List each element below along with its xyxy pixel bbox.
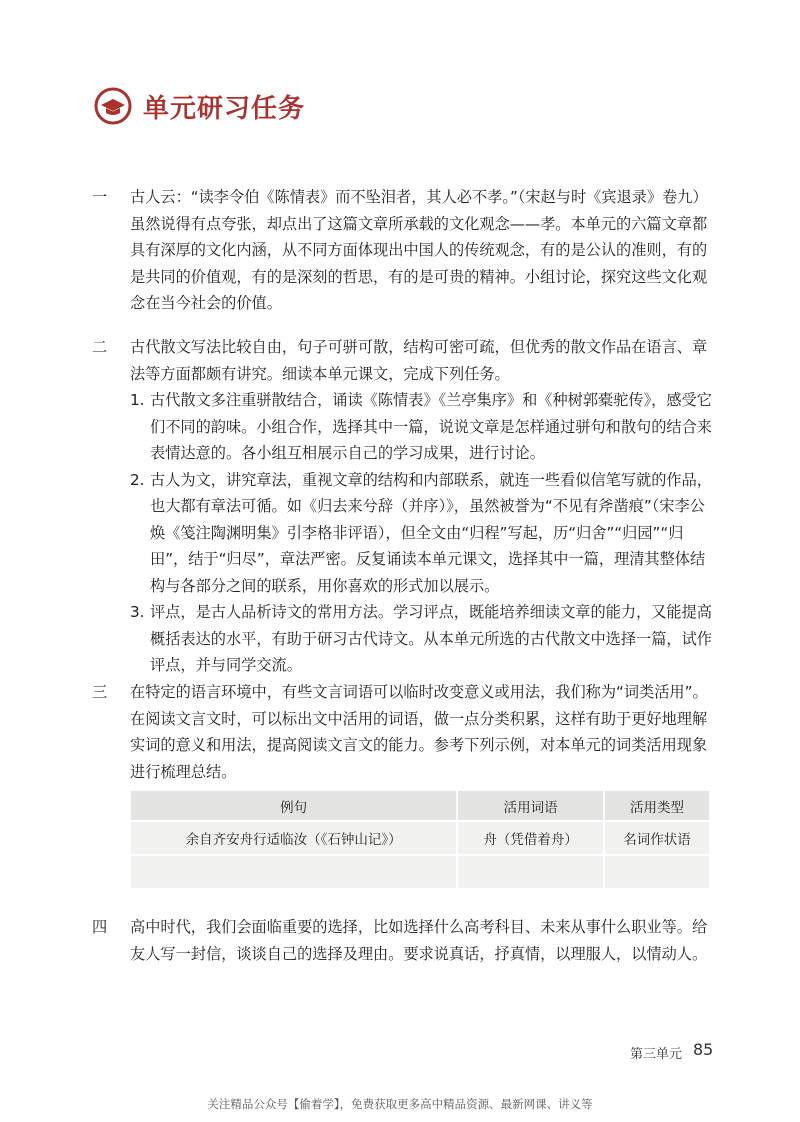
table-cell: 余自齐安舟行适临汝（《石钟山记》）: [131, 821, 457, 855]
table-row: [131, 821, 709, 855]
task-3: [92, 679, 712, 785]
subtask-text: 评点，是古人品析诗文的常用方法。学习评点，既能培养细读文章的能力，又能提高概括表达的水平，有助于研习古代诗文。从本单元所选的古代散文中选择一篇，试作评点，并与同学交流。: [150, 603, 712, 674]
task-4: [92, 914, 712, 967]
task-text: 在特定的语言环境中，有些文言词语可以临时改变意义或用法，我们称为“词类活用”。在阅读文言文时，可以标出文中活用的词语，做一点分类积累，这样有助于更好地理解实词的意义和用法，提高阅读文言文的能力。参考下列示例，对本单元的词类活用现象进行梳理总结。: [130, 683, 708, 781]
page-number: 85: [693, 1040, 714, 1059]
task-number: 三: [92, 683, 108, 701]
subtask-text: 古代散文多注重骈散结合，诵读《陈情表》《兰亭集序》和《种树郭橐驼传》，感受它们不同的韵味。小组合作，选择其中一篇，说说文章是怎样通过骈句和散句的结合来表情达意的。各小组互相展示自己的学习成果，进行讨论。: [150, 391, 712, 462]
task-text: 高中时代，我们会面临重要的选择，比如选择什么高考科目、未来从事什么职业等。给友人写一封信，谈谈自己的选择及理由。要求说真话，抒真情，以理服人，以情动人。: [130, 918, 708, 963]
subtask-2: [130, 467, 712, 600]
section-title: [93, 84, 305, 128]
subtask-text: 古人为文，讲究章法，重视文章的结构和内部联系，就连一些看似信笔写就的作品，也大都有章法可循。如《归去来兮辞（并序）》，虽然被誉为“不见有斧凿痕”（宋李公焕《笺注陶渊明集》引李格非评语），但全文由“归程”写起，历“归舍”“归园”“归田”，结于“归尽”，章法严密。反复诵读本单元课文，选择其中一篇，理清其整体结构与各部分之间的联系，用你喜欢的形式加以展示。: [150, 470, 712, 595]
table-row: [131, 855, 709, 888]
column-header-type: 活用类型: [604, 791, 709, 821]
task-number: 一: [92, 188, 108, 206]
subtask-number: 2.: [130, 470, 145, 489]
task-2: [92, 334, 712, 679]
task-text: 古人云：“读李令伯《陈情表》而不坠泪者，其人必不孝。”（宋赵与时《宾退录》卷九）虽然说得有点夸张，却点出了这篇文章所承载的文化观念——孝。本单元的六篇文章都具有深厚的文化内涵，从不同方面体现出中国人的传统观念，有的是公认的准则，有的是共同的价值观，有的是深刻的哲思，有的是可贵的精神。小组讨论，探究这些文化观念在当今社会的价值。: [130, 188, 708, 312]
task-number: 四: [92, 918, 108, 936]
subtask-number: 1.: [130, 391, 145, 409]
subtask-3: [130, 599, 712, 679]
table-cell: 舟（凭借着舟）: [457, 821, 604, 855]
task-text: 古代散文写法比较自由，句子可骈可散，结构可密可疏，但优秀的散文作品在语言、章法等方面都颇有讲究。细读本单元课文，完成下列任务。: [130, 338, 708, 383]
subtask-number: 3.: [130, 603, 145, 621]
unit-label: 第三单元: [630, 1047, 683, 1062]
table-header-row: [131, 791, 709, 821]
graduation-cap-icon: [93, 86, 133, 126]
table-cell: [604, 855, 709, 888]
word-usage-table: [131, 791, 709, 888]
watermark-text: 关注精品公众号【偷着学】，免费获取更多高中精品资源、最新网课、讲义等: [207, 1097, 593, 1111]
task-1: [92, 184, 712, 317]
table-cell: [457, 855, 604, 888]
page-title: 单元研习任务: [143, 93, 306, 124]
table-cell: 名词作状语: [604, 821, 709, 855]
column-header-example: 例句: [131, 791, 457, 821]
task-number: 二: [92, 338, 108, 356]
table-cell: [131, 855, 457, 888]
subtask-1: [130, 387, 712, 467]
column-header-word: 活用词语: [457, 791, 604, 821]
